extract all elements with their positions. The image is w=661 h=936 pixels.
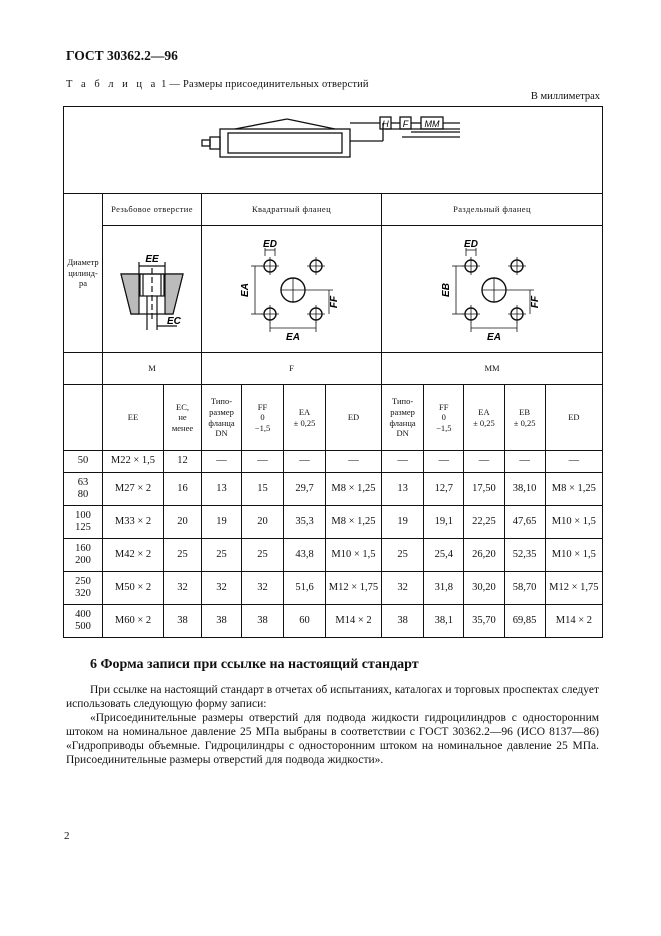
cell-sp-dn: 38 — [382, 605, 424, 638]
cell-sp-eb: — — [504, 451, 545, 473]
cylinder-diagram-cell — [64, 107, 603, 194]
diameter-cell: 160 200 — [64, 539, 103, 572]
cell-sq-dn: 19 — [202, 506, 242, 539]
designation-threaded: M — [103, 353, 202, 385]
cylinder-diagram — [65, 107, 601, 188]
table-row — [64, 473, 603, 506]
cell-sq-ea: 29,7 — [284, 473, 326, 506]
cell-ec: 20 — [164, 506, 202, 539]
cell-sp-ff: 19,1 — [424, 506, 464, 539]
label-f: F — [402, 119, 409, 129]
diameter-cell: 400 500 — [64, 605, 103, 638]
cell-sq-ff: — — [242, 451, 284, 473]
cell-sp-ed: M14 × 2 — [545, 605, 602, 638]
cell-sp-ff: 12,7 — [424, 473, 464, 506]
label-h: H — [382, 119, 389, 129]
cell-sp-ff: 31,8 — [424, 572, 464, 605]
cell-sq-ea: 60 — [284, 605, 326, 638]
label-ed: ED — [262, 238, 277, 250]
cell-sq-ed: M14 × 2 — [326, 605, 382, 638]
threaded-port-figure — [103, 226, 201, 348]
cell-sp-eb: 58,70 — [504, 572, 545, 605]
cell-sp-dn: 32 — [382, 572, 424, 605]
cell-sp-ea: — — [464, 451, 504, 473]
cell-sp-ea: 30,20 — [464, 572, 504, 605]
cell-sq-ff: 15 — [242, 473, 284, 506]
cell-sq-dn: 25 — [202, 539, 242, 572]
cell-sq-ea: 43,8 — [284, 539, 326, 572]
table-row — [64, 451, 603, 473]
col-square-ff: FF 0 −1,5 — [242, 385, 284, 451]
col-split-ea: EA ± 0,25 — [464, 385, 504, 451]
label-ff: FF — [530, 295, 542, 308]
cell-ee: M50 × 2 — [103, 572, 164, 605]
label-ea-vertical: EA — [239, 282, 251, 297]
diagram-row — [64, 107, 603, 194]
col-split-ff: FF 0 −1,5 — [424, 385, 464, 451]
body-text — [66, 683, 599, 767]
cell-sq-ff: 32 — [242, 572, 284, 605]
col-ec: EC, не менее — [164, 385, 202, 451]
cell-sp-eb: 52,35 — [504, 539, 545, 572]
cell-sq-ea: 51,6 — [284, 572, 326, 605]
table-row — [64, 605, 603, 638]
label-ed: ED — [464, 238, 478, 250]
square-flange-figure — [203, 226, 381, 348]
cell-sp-ea: 17,50 — [464, 473, 504, 506]
cell-ec: 16 — [164, 473, 202, 506]
cell-sq-ed: M8 × 1,25 — [326, 506, 382, 539]
col-square-ea: EA ± 0,25 — [284, 385, 326, 451]
diameter-cell: 250 320 — [64, 572, 103, 605]
cell-sp-ed: M8 × 1,25 — [545, 473, 602, 506]
dimensions-table — [63, 106, 603, 638]
cell-sp-dn: 13 — [382, 473, 424, 506]
cell-ec: 12 — [164, 451, 202, 473]
split-flange-figure-cell — [382, 225, 603, 353]
col-split-dn: Типо- размер фланца DN — [382, 385, 424, 451]
cell-ec: 25 — [164, 539, 202, 572]
cell-sp-ed: M10 × 1,5 — [545, 539, 602, 572]
group-split: Раздельный фланец — [382, 193, 603, 225]
label-eb: EB — [441, 282, 453, 297]
cell-sq-ea: 35,3 — [284, 506, 326, 539]
diameter-cell: 100 125 — [64, 506, 103, 539]
group-square: Квадратный фланец — [202, 193, 382, 225]
cell-sq-ed: M10 × 1,5 — [326, 539, 382, 572]
cell-sq-ed: M12 × 1,75 — [326, 572, 382, 605]
cell-sq-ff: 20 — [242, 506, 284, 539]
square-flange-figure-cell — [202, 225, 382, 353]
designation-square: F — [202, 353, 382, 385]
threaded-figure-cell — [103, 225, 202, 353]
designation-split: MM — [382, 353, 603, 385]
cell-ee: M22 × 1,5 — [103, 451, 164, 473]
cell-sp-ea: 35,70 — [464, 605, 504, 638]
cell-sq-ed: M8 × 1,25 — [326, 473, 382, 506]
paragraph-1: При ссылке на настоящий стандарт в отчетах об испытаниях, каталогах и торговых проспектах следует использовать следующую форму записи: — [66, 684, 599, 710]
units-note: В миллиметрах — [530, 91, 600, 102]
cell-ee: M27 × 2 — [103, 473, 164, 506]
cell-ee: M42 × 2 — [103, 539, 164, 572]
cell-sp-ff: 25,4 — [424, 539, 464, 572]
cell-sq-dn: 32 — [202, 572, 242, 605]
cell-ec: 32 — [164, 572, 202, 605]
cell-sp-eb: 69,85 — [504, 605, 545, 638]
cell-sp-ea: 22,25 — [464, 506, 504, 539]
table-caption — [66, 79, 369, 90]
cell-sp-dn: — — [382, 451, 424, 473]
cell-sp-ed: M10 × 1,5 — [545, 506, 602, 539]
table-body — [64, 451, 603, 638]
label-ff: FF — [328, 295, 340, 308]
cell-sq-ea: — — [284, 451, 326, 473]
group-threaded: Резьбовое отверстие — [103, 193, 202, 225]
cell-sq-ed: — — [326, 451, 382, 473]
cell-ee: M60 × 2 — [103, 605, 164, 638]
col-square-dn: Типо- размер фланца DN — [202, 385, 242, 451]
label-ee: EE — [145, 253, 159, 265]
cell-sp-ed: — — [545, 451, 602, 473]
label-ec: EC — [167, 315, 181, 327]
cell-ee: M33 × 2 — [103, 506, 164, 539]
cell-sq-ff: 38 — [242, 605, 284, 638]
col-ee: EE — [103, 385, 164, 451]
section-title: 6 Форма записи при ссылке на настоящий стандарт — [90, 657, 419, 672]
col-split-eb: EB ± 0,25 — [504, 385, 545, 451]
label-ea: EA — [487, 331, 501, 343]
cell-sq-dn: — — [202, 451, 242, 473]
cell-sp-ea: 26,20 — [464, 539, 504, 572]
table-row — [64, 506, 603, 539]
cell-sp-eb: 38,10 — [504, 473, 545, 506]
diameter-cell: 63 80 — [64, 473, 103, 506]
cell-sq-dn: 38 — [202, 605, 242, 638]
cell-sp-dn: 25 — [382, 539, 424, 572]
column-header-row — [64, 385, 603, 451]
diameter-cell: 50 — [64, 451, 103, 473]
table-row — [64, 572, 603, 605]
table-caption-prefix: Т а б л и ц а — [66, 79, 159, 90]
table-row — [64, 539, 603, 572]
cell-sp-dn: 19 — [382, 506, 424, 539]
cell-sp-ff: 38,1 — [424, 605, 464, 638]
table-caption-text: — Размеры присоединительных отверстий — [169, 79, 369, 90]
paragraph-2: «Присоединительные размеры отверстий для подвода жидкости гидроцилиндров с односторонним штоком на номинальное давление 25 МПа выбраны в соответствии с ГОСТ 30362.2—96 (ИСО 8137—86) «Гидроприводы объемные. Гидроцилиндры с односторонним штоком на номинальное давление 25 МПа. Присоединительные размеры отверстий для подвода жидкости». — [66, 712, 599, 766]
document-header: ГОСТ 30362.2—96 — [66, 48, 178, 63]
cell-sq-dn: 13 — [202, 473, 242, 506]
diameter-header-cell: Диаметр цилинд- ра — [64, 193, 103, 353]
table-caption-number: 1 — [161, 79, 167, 90]
col-square-ed: ED — [326, 385, 382, 451]
cell-sp-ff: — — [424, 451, 464, 473]
cell-sq-ff: 25 — [242, 539, 284, 572]
split-flange-figure — [382, 226, 602, 348]
cell-sp-ed: M12 × 1,75 — [545, 572, 602, 605]
label-ea-horizontal: EA — [285, 331, 300, 343]
cell-ec: 38 — [164, 605, 202, 638]
label-mm: MM — [424, 119, 440, 129]
page-number: 2 — [64, 830, 70, 842]
cell-sp-eb: 47,65 — [504, 506, 545, 539]
col-split-ed: ED — [545, 385, 602, 451]
